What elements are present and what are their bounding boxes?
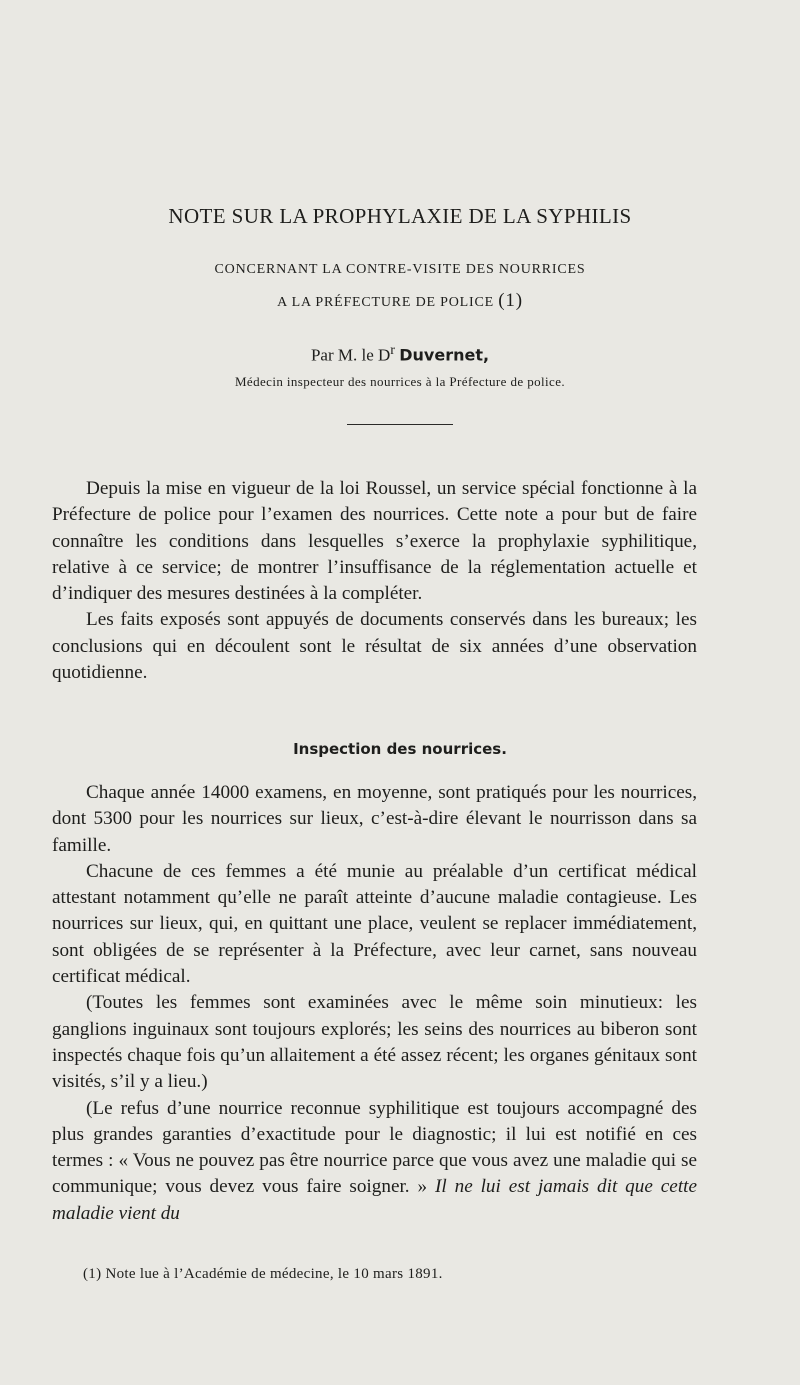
- footnote-reference: (1): [498, 290, 523, 311]
- author-title-superscript: r: [390, 342, 395, 358]
- section-heading: Inspection des nourrices.: [293, 740, 507, 758]
- section-paragraph-4: [52, 1096, 697, 1227]
- author-name: Duvernet,: [399, 345, 490, 365]
- author-line: [0, 342, 800, 366]
- intro-paragraph-1: Depuis la mise en vigueur de la loi Roussel, un service spécial fonctionne à la Préfecture de police pour l’examen des nourrices. Cette note a pour but de faire connaître les conditions dans lesquelles s’exerce la prophylaxie syphilitique, relative à ce service; de montrer l’insuffisance de la réglementation actuelle et d’indiquer des mesures destinées à la compléter.: [52, 478, 697, 605]
- section-paragraph-3: (Toutes les femmes sont examinées avec le même soin minutieux: les ganglions inguinaux sont toujours explorés; les seins des nourrices au biberon sont inspectés chaque fois qu’un allaitement a été assez récent; les organes génitaux sont visités, s’il y a lieu.): [52, 992, 697, 1093]
- page-title: NOTE SUR LA PROPHYLAXIE DE LA SYPHILIS: [168, 204, 632, 228]
- author-affiliation: Médecin inspecteur des nourrices à la Préfecture de police.: [234, 374, 566, 389]
- subtitle-line-2-text: A LA PRÉFECTURE DE POLICE: [277, 295, 494, 310]
- author-prefix: Par M. le D: [310, 345, 391, 365]
- intro-text: [52, 476, 697, 686]
- section-paragraph-2: Chacune de ces femmes a été munie au préalable d’un certificat médical attestant notamment qu’elle ne paraît atteinte d’aucune maladie contagieuse. Les nourrices sur lieux, qui, en quittant une place, veulent se replacer immédiatement, sont obligées de se représenter à la Préfecture, avec leur carnet, sans nouveau certificat médical.: [52, 860, 697, 988]
- section-paragraph-4-text: (Le refus d’une nourrice reconnue syphilitique est toujours accompagné des plus grandes garanties d’exactitude pour le diagnostic; il lui est notifié en ces termes : « Vous ne pouvez pas être nourrice parce que vous avez une maladie qui se communique; vous devez vous faire soigner. »: [52, 1097, 697, 1198]
- subtitle-line-1: CONCERNANT LA CONTRE-VISITE DES NOURRICES: [214, 262, 586, 277]
- section-paragraph-1: Chaque année 14000 examens, en moyenne, sont pratiqués pour les nourrices, dont 5300 pour les nourrices sur lieux, c’est-à-dire élevant le nourrisson dans sa famille.: [52, 782, 697, 856]
- intro-paragraph-2: Les faits exposés sont appuyés de documents conservés dans les bureaux; les conclusions qui en découlent sont le résultat de six années d’une observation quotidienne.: [52, 609, 697, 684]
- separator-rule: [347, 424, 453, 425]
- section-paragraph-4-italic: Il ne lui est jamais dit que cette maladie vient du: [52, 1176, 697, 1224]
- section-text: [52, 780, 697, 1227]
- footnote: (1) Note lue à l’Académie de médecine, le 10 mars 1891.: [83, 1266, 443, 1282]
- subtitle-line-2: [0, 290, 800, 312]
